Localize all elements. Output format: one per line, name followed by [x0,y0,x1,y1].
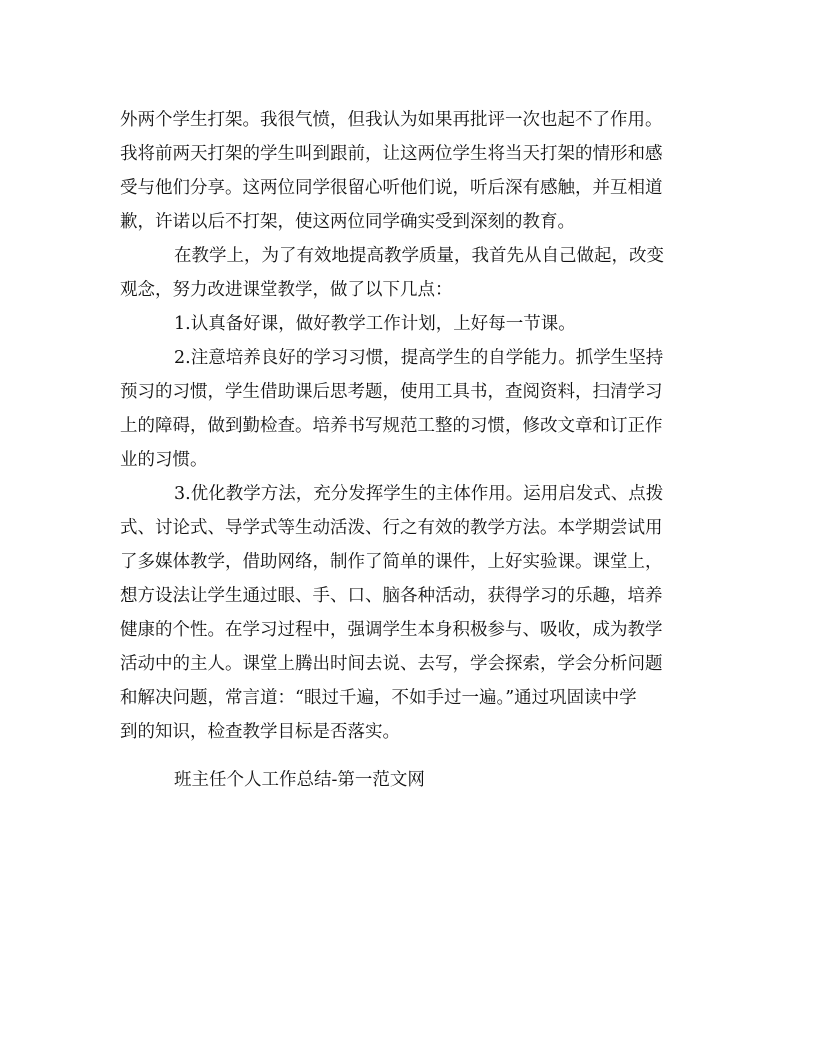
section-title: 班主任个人工作总结-第一范文网 [174,770,425,790]
document-body [120,103,710,797]
body-line: 式、讨论式、导学式等生动活泼、行之有效的教学方法。本学期尝试用 [120,518,663,538]
section-gap [120,749,710,763]
body-line: 预习的习惯，学生借助课后思考题，使用工具书，查阅资料，扫清学习 [120,382,663,402]
body-line: 活动中的主人。课堂上腾出时间去说、去写，学会探索，学会分析问题 [120,654,663,674]
body-line: 了多媒体教学，借助网络，制作了简单的课件，上好实验课。课堂上， [120,552,663,572]
body-line: 外两个学生打架。我很气愤，但我认为如果再批评一次也起不了作用。 [120,110,663,130]
body-line: 歉，许诺以后不打架，使这两位同学确实受到深刻的教育。 [120,212,575,232]
body-line: 受与他们分享。这两位同学很留心听他们说，听后深有感触，并互相道 [120,178,663,198]
list-item-1: 1.认真备好课，做好教学工作计划，上好每一节课。 [174,314,576,334]
list-item-2: 2.注意培养良好的学习习惯，提高学生的自学能力。抓学生坚持 [174,348,664,368]
body-line: 观念，努力改进课堂教学，做了以下几点： [120,280,453,300]
body-line: 和解决问题，常言道：“眼过千遍，不如手过一遍。”通过巩固读中学 [120,688,637,708]
list-item-3: 3.优化教学方法，充分发挥学生的主体作用。运用启发式、点拨 [174,484,664,504]
body-line: 我将前两天打架的学生叫到跟前，让这两位学生将当天打架的情形和感 [120,144,663,164]
body-line: 到的知识，检查教学目标是否落实。 [120,722,400,742]
body-line: 想方设法让学生通过眼、手、口、脑各种活动，获得学习的乐趣，培养 [120,586,663,606]
body-line: 业的习惯。 [120,450,208,470]
paragraph-start-line: 在教学上，为了有效地提高教学质量，我首先从自己做起，改变 [174,246,664,266]
body-line: 健康的个性。在学习过程中，强调学生本身积极参与、吸收，成为教学 [120,620,663,640]
body-line: 上的障碍，做到勤检查。培养书写规范工整的习惯，修改文章和订正作 [120,416,663,436]
